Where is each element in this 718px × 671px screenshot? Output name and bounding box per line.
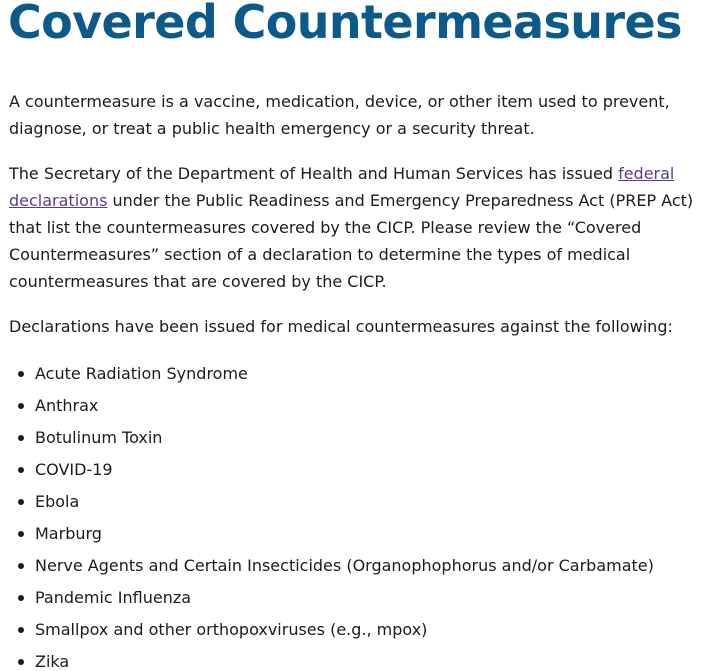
bullet-icon — [18, 627, 24, 633]
bullet-icon — [18, 659, 24, 665]
list-item — [9, 486, 717, 518]
list-item — [9, 390, 717, 422]
declarations-text-before: The Secretary of the Department of Health and Human Services has issued — [9, 164, 619, 183]
bullet-icon — [18, 499, 24, 505]
list-item — [9, 518, 717, 550]
list-item — [9, 422, 717, 454]
bullet-icon — [18, 403, 24, 409]
countermeasures-list — [9, 358, 717, 671]
list-item-label: Smallpox and other orthopoxviruses (e.g., mpox) — [35, 620, 428, 639]
list-item-label: COVID-19 — [35, 460, 113, 479]
declarations-text-after: under the Public Readiness and Emergency Preparedness Act (PREP Act) that list the countermeasures covered by the CICP. Please review the “Covered Countermeasures” section of a declaration to determine the types of medical countermeasures that are covered by the CICP. — [9, 191, 694, 291]
list-item — [9, 646, 717, 671]
list-item-label: Acute Radiation Syndrome — [35, 364, 248, 383]
list-item-label: Marburg — [35, 524, 102, 543]
list-item-label: Botulinum Toxin — [35, 428, 163, 447]
bullet-icon — [18, 563, 24, 569]
bullet-icon — [18, 435, 24, 441]
list-item-label: Nerve Agents and Certain Insecticides (Organophophorus and/or Carbamate) — [35, 556, 654, 575]
bullet-icon — [18, 467, 24, 473]
list-intro-paragraph: Declarations have been issued for medical countermeasures against the following: — [9, 317, 673, 336]
list-item-label: Ebola — [35, 492, 80, 511]
list-item — [9, 358, 717, 390]
main-content — [9, 88, 717, 671]
federal-declarations-link[interactable]: federal declarations — [9, 164, 675, 210]
intro-paragraph: A countermeasure is a vaccine, medication, device, or other item used to prevent, diagnose, or treat a public health emergency or a security threat. — [9, 92, 670, 138]
list-item — [9, 550, 717, 582]
list-item — [9, 454, 717, 486]
list-item-label: Zika — [35, 652, 70, 671]
declarations-paragraph — [9, 160, 717, 295]
bullet-icon — [18, 371, 24, 377]
list-item-label: Pandemic Influenza — [35, 588, 192, 607]
list-item — [9, 582, 717, 614]
bullet-icon — [18, 531, 24, 537]
page-title: Covered Countermeasures — [8, 0, 682, 49]
list-item-label: Anthrax — [35, 396, 99, 415]
list-item — [9, 614, 717, 646]
bullet-icon — [18, 595, 24, 601]
